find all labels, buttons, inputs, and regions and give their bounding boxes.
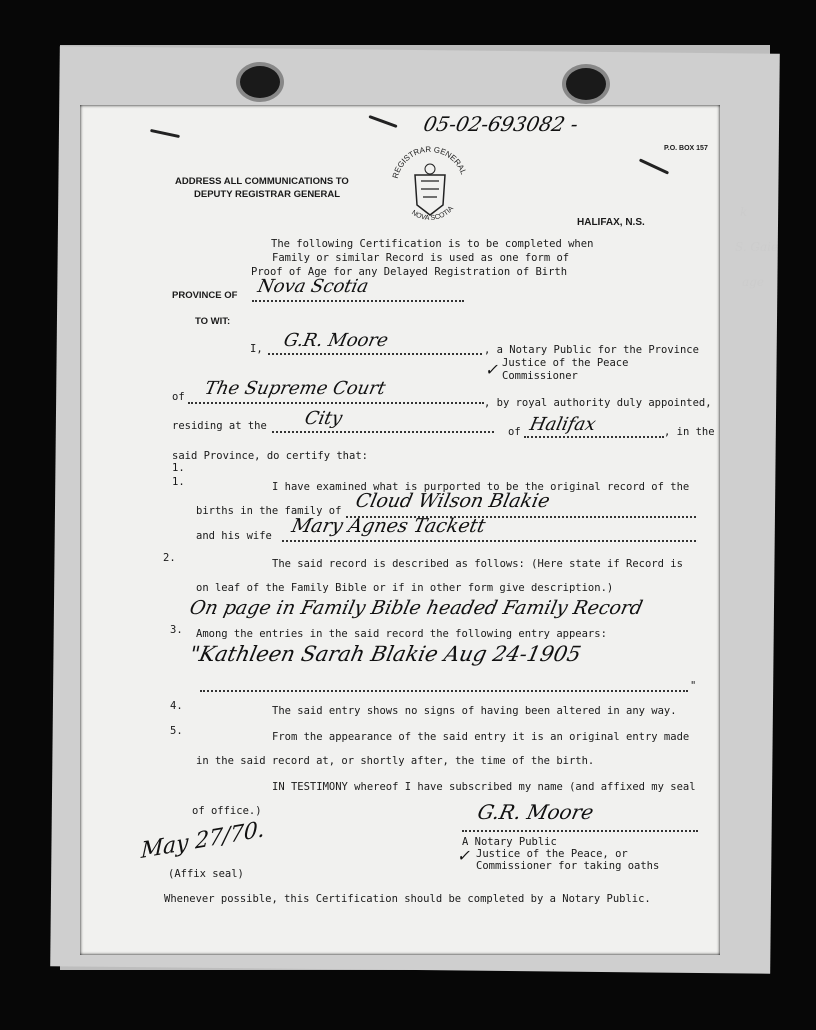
entry-close-quote: " <box>690 680 697 692</box>
residing-label: residing at the <box>172 420 267 432</box>
footer-note: Whenever possible, this Certification should be completed by a Notary Public. <box>164 893 651 905</box>
residing-value: City <box>302 408 345 429</box>
intro-line-3: Proof of Age for any Delayed Registration of Birth <box>251 266 568 278</box>
margin-note: age <box>742 275 764 289</box>
punch-hole-left <box>236 62 284 102</box>
of-label: of <box>172 391 185 403</box>
affix-seal-label: (Affix seal) <box>168 868 244 880</box>
item-3-line-1: Among the entries in the said record the following entry appears: <box>196 628 607 640</box>
punch-hole-right <box>562 64 610 104</box>
in-the-text: , in the <box>664 426 715 438</box>
entry-value: "Kathleen Sarah Blakie Aug 24-1905 <box>187 642 584 666</box>
entry-continuation-line <box>200 690 688 692</box>
item-2-number: 2. <box>163 552 176 564</box>
signature-title-1: A Notary Public <box>462 836 557 848</box>
item-4-number: 4. <box>170 700 183 712</box>
city-field-line <box>524 436 664 438</box>
of2-label: of <box>508 426 521 438</box>
intro-line-2: Family or similar Record is used as one form of <box>272 252 570 264</box>
province-value: Nova Scotia <box>255 276 371 297</box>
address-line-2: DEPUTY REGISTRAR GENERAL <box>194 189 341 200</box>
item-3-number: 3. <box>170 624 183 636</box>
stray-number: 1. <box>172 462 185 474</box>
signature-line <box>462 830 698 832</box>
check-mark-icon: ✓ <box>455 846 474 865</box>
seal-top-text: REGISTRAR GENERAL <box>390 144 469 180</box>
name-field-line <box>268 353 482 355</box>
halifax-label: HALIFAX, N.S. <box>577 217 645 228</box>
testimony-line-1: IN TESTIMONY whereof I have subscribed my name (and affixed my seal <box>272 781 696 793</box>
item-1-line-1: I have examined what is purported to be the original record of the <box>272 481 690 493</box>
city-value: Halifax <box>527 414 598 435</box>
notary-line-1: , a Notary Public for the Province <box>484 344 699 356</box>
court-value: The Supreme Court <box>202 378 388 399</box>
file-number: 05-02-693082 - <box>421 112 581 136</box>
registrar-seal-icon <box>385 135 475 230</box>
notary-line-3: Commissioner <box>502 370 578 382</box>
to-wit-label: TO WIT: <box>195 316 231 327</box>
margin-note: k <box>740 205 748 219</box>
item-2-line-1: The said record is described as follows: (Here state if Record is <box>272 558 683 570</box>
signature-title-3: Commissioner for taking oaths <box>476 860 660 872</box>
i-label: I, <box>250 343 263 355</box>
margin-note: S. Gaie <box>735 240 779 254</box>
item-1-family-label: births in the family of <box>196 505 342 517</box>
seal-bottom-text: NOVA SCOTIA <box>410 205 456 222</box>
address-line-1: ADDRESS ALL COMMUNICATIONS TO <box>175 176 349 187</box>
mother-name-value: Mary Agnes Tackett <box>289 515 488 537</box>
notary-name-value: G.R. Moore <box>281 330 391 351</box>
signature-title-2: Justice of the Peace, or <box>476 848 628 860</box>
intro-line-1: The following Certification is to be completed when <box>271 238 594 250</box>
signature-value: G.R. Moore <box>475 800 596 824</box>
record-description-value: On page in Family Bible headed Family Record <box>187 597 645 619</box>
date-value: May 27/70. <box>140 816 265 865</box>
royal-authority-text: , by royal authority duly appointed, <box>484 397 712 409</box>
province-field-line <box>252 300 464 302</box>
item-1-wife-label: and his wife <box>196 530 272 542</box>
item-5-number: 5. <box>170 725 183 737</box>
item-5-line-1: From the appearance of the said entry it is an original entry made <box>272 731 690 743</box>
po-box: P.O. BOX 157 <box>664 145 708 152</box>
item-1-number: 1. <box>172 476 185 488</box>
said-province-text: said Province, do certify that: <box>172 450 368 462</box>
check-mark-icon: ✓ <box>483 360 502 379</box>
testimony-line-2: of office.) <box>192 805 262 817</box>
item-4-line: The said entry shows no signs of having been altered in any way. <box>272 705 677 717</box>
mother-field-line <box>282 540 696 542</box>
province-label: PROVINCE OF <box>172 290 238 301</box>
item-5-line-2: in the said record at, or shortly after, the time of the birth. <box>196 755 595 767</box>
notary-line-2: Justice of the Peace <box>502 357 629 369</box>
father-name-value: Cloud Wilson Blakie <box>353 490 552 512</box>
item-2-line-2: on leaf of the Family Bible or if in other form give description.) <box>196 582 614 594</box>
residing-field-line <box>272 431 494 433</box>
of-field-line <box>188 402 484 404</box>
